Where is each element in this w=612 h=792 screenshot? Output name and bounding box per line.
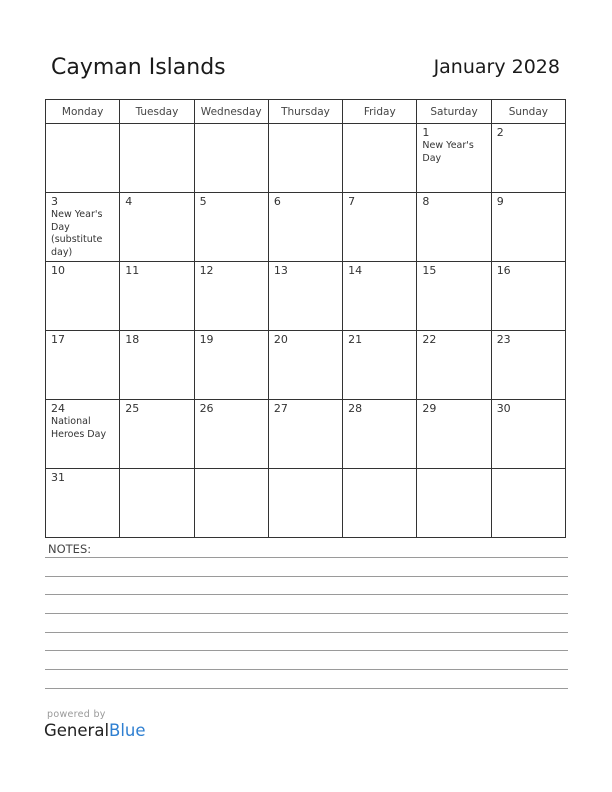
week-row — [46, 331, 566, 400]
day-number: 8 — [422, 195, 430, 208]
powered-by-text: powered by — [47, 709, 106, 720]
weekday-header: Saturday — [417, 100, 491, 124]
brand-general: General — [44, 721, 110, 740]
day-cell — [268, 400, 342, 469]
notes-line — [45, 576, 568, 577]
day-number: 4 — [125, 195, 133, 208]
weekday-header: Sunday — [491, 100, 565, 124]
holiday-label: National Heroes Day — [51, 416, 107, 440]
week-row — [46, 193, 566, 262]
day-number: 27 — [273, 402, 288, 415]
day-cell — [491, 400, 565, 469]
day-cell — [268, 331, 342, 400]
day-number: 28 — [348, 402, 363, 415]
day-cell — [417, 124, 491, 193]
day-cell — [46, 193, 120, 262]
notes-line — [45, 594, 568, 595]
day-cell — [120, 262, 194, 331]
day-cell — [194, 400, 268, 469]
day-number: 30 — [496, 402, 511, 415]
day-cell — [120, 400, 194, 469]
day-cell — [417, 262, 491, 331]
day-cell — [268, 469, 342, 538]
day-cell — [343, 400, 417, 469]
day-number: 24 — [51, 402, 65, 415]
day-cell — [268, 193, 342, 262]
day-number: 2 — [496, 126, 504, 139]
day-cell — [343, 331, 417, 400]
day-cell — [120, 193, 194, 262]
day-cell — [268, 262, 342, 331]
day-cell — [491, 469, 565, 538]
day-cell — [46, 331, 120, 400]
day-number: 16 — [496, 264, 511, 277]
day-cell — [268, 124, 342, 193]
day-number: 21 — [348, 333, 363, 346]
notes-line — [45, 669, 568, 670]
brand-blue: Blue — [109, 721, 146, 740]
day-number: 26 — [199, 402, 214, 415]
day-number: 9 — [496, 195, 504, 208]
weekday-header-row — [46, 100, 566, 124]
month-year-title: January 2028 — [433, 56, 560, 78]
day-number: 6 — [273, 195, 281, 208]
day-number: 12 — [199, 264, 214, 277]
day-cell — [343, 124, 417, 193]
weekday-header: Friday — [343, 100, 417, 124]
day-number: 23 — [496, 333, 511, 346]
country-title: Cayman Islands — [51, 55, 226, 80]
day-number: 31 — [51, 471, 65, 484]
week-row — [46, 469, 566, 538]
notes-line — [45, 632, 568, 633]
notes-line — [45, 688, 568, 689]
day-cell — [417, 331, 491, 400]
day-number: 7 — [348, 195, 356, 208]
notes-line — [45, 650, 568, 651]
day-cell — [46, 124, 120, 193]
day-number: 22 — [422, 333, 437, 346]
day-number: 13 — [273, 264, 288, 277]
weekday-header: Monday — [46, 100, 120, 124]
day-cell — [46, 262, 120, 331]
day-number: 14 — [348, 264, 363, 277]
day-cell — [491, 262, 565, 331]
day-number: 25 — [125, 402, 140, 415]
calendar-grid — [45, 99, 566, 538]
day-number: 18 — [125, 333, 140, 346]
holiday-label: New Year's Day — [422, 140, 474, 164]
day-number: 1 — [422, 126, 430, 139]
day-number: 29 — [422, 402, 437, 415]
day-cell — [194, 331, 268, 400]
day-number: 10 — [51, 264, 65, 277]
day-number: 11 — [125, 264, 140, 277]
day-number: 20 — [273, 333, 288, 346]
notes-line — [45, 557, 568, 558]
notes-line — [45, 613, 568, 614]
day-number: 3 — [51, 195, 58, 208]
day-number: 15 — [422, 264, 437, 277]
week-row — [46, 124, 566, 193]
weekday-header: Wednesday — [194, 100, 268, 124]
weekday-header: Tuesday — [120, 100, 194, 124]
day-cell — [491, 331, 565, 400]
day-cell — [120, 124, 194, 193]
day-cell — [194, 193, 268, 262]
day-cell — [417, 469, 491, 538]
day-cell — [491, 193, 565, 262]
day-cell — [343, 469, 417, 538]
day-cell — [120, 331, 194, 400]
holiday-label: New Year's Day (substitute day) — [51, 209, 103, 258]
notes-label: NOTES: — [48, 542, 92, 556]
day-cell — [343, 193, 417, 262]
day-cell — [194, 469, 268, 538]
day-cell — [417, 400, 491, 469]
week-row — [46, 400, 566, 469]
day-cell — [120, 469, 194, 538]
weekday-header: Thursday — [268, 100, 342, 124]
day-number: 19 — [199, 333, 214, 346]
day-cell — [417, 193, 491, 262]
week-row — [46, 262, 566, 331]
day-cell — [491, 124, 565, 193]
day-number: 5 — [199, 195, 207, 208]
day-cell — [343, 262, 417, 331]
day-cell — [46, 400, 120, 469]
day-cell — [194, 124, 268, 193]
day-cell — [46, 469, 120, 538]
day-number: 17 — [51, 333, 65, 346]
day-cell — [194, 262, 268, 331]
brand-logo — [44, 721, 146, 740]
